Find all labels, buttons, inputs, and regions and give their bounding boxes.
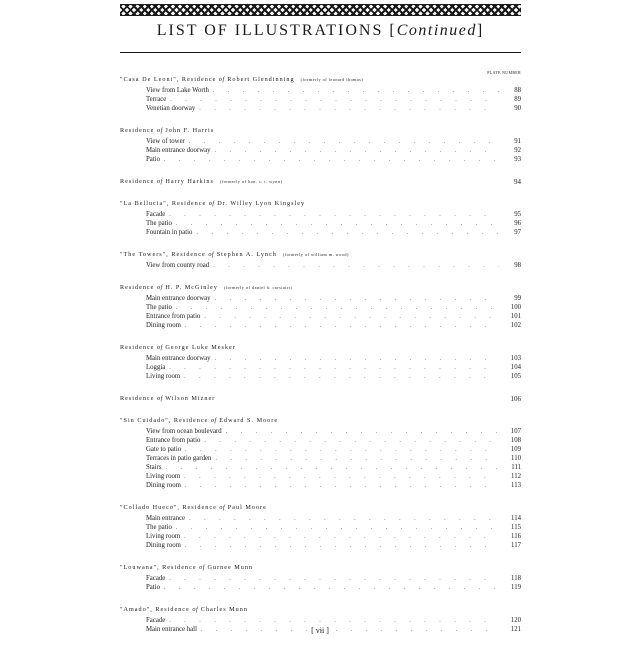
illustration-label: The patio [146, 524, 172, 531]
list-item [120, 312, 521, 321]
residence-entry [120, 251, 521, 270]
residence-of: of [218, 76, 225, 83]
residence-title: "Sin Cuidado", Residence [120, 417, 209, 424]
dot-leader [184, 533, 499, 542]
illustration-label: Dining room [146, 482, 181, 489]
illustration-label: Main entrance [146, 515, 186, 522]
list-item [120, 532, 521, 541]
illustration-label: Main entrance doorway [146, 355, 211, 362]
dot-leader [215, 355, 499, 364]
residence-entry [120, 395, 521, 403]
dot-leader [204, 437, 499, 446]
residence-entry [120, 284, 521, 330]
plate-number: 88 [514, 87, 521, 94]
residence-heading [120, 395, 521, 403]
list-item [120, 454, 521, 463]
plate-number: 116 [511, 533, 521, 540]
illustration-items [120, 210, 521, 237]
residence-heading [120, 344, 521, 352]
title-close-bracket: ] [476, 22, 485, 39]
illustration-label: Fountain in patio [146, 229, 193, 236]
dot-leader [164, 584, 499, 593]
illustration-label: Patio [146, 156, 160, 163]
residence-heading [120, 284, 521, 292]
plate-number: 102 [510, 322, 521, 329]
list-item [120, 472, 521, 481]
residence-title: "The Towers", Residence [120, 251, 206, 258]
dot-leader [185, 482, 499, 491]
illustration-items [120, 574, 521, 592]
list-item [120, 481, 521, 490]
plate-number: 104 [510, 364, 521, 371]
plate-number: 105 [510, 373, 521, 380]
residence-note: (formerly of hon. c. t. wynn) [219, 179, 283, 184]
illustration-label: Main entrance doorway [146, 295, 211, 302]
plate-number: 117 [511, 542, 521, 549]
illustration-label: Venetian doorway [146, 105, 196, 112]
residence-title: Residence [120, 127, 155, 134]
list-item [120, 104, 521, 113]
illustration-items [120, 261, 521, 270]
residence-heading [120, 76, 521, 84]
residence-of: of [219, 504, 226, 511]
plate-number: 118 [511, 575, 521, 582]
illustration-label: The patio [146, 304, 172, 311]
residence-title: "Collado Hueco", Residence [120, 504, 217, 511]
residence-owner: Paul Moore [227, 504, 267, 511]
plate-number: 120 [510, 617, 521, 624]
plate-number: 94 [514, 178, 521, 186]
residence-heading [120, 606, 521, 614]
residence-owner: John F. Harris [165, 127, 215, 134]
residence-entry [120, 76, 521, 113]
list-item [120, 86, 521, 95]
illustration-label: Gate to patio [146, 446, 182, 453]
list-item [120, 541, 521, 550]
dot-leader [176, 220, 499, 229]
residence-entry [120, 200, 521, 237]
residence-owner: Stephen A. Lynch [216, 251, 277, 258]
list-item [120, 436, 521, 445]
residence-title: "Casa De Leoni", Residence [120, 76, 217, 83]
illustration-items [120, 354, 521, 381]
illustration-label: Entrance from patio [146, 313, 201, 320]
illustration-label: View from Lake Worth [146, 87, 209, 94]
dot-leader [215, 147, 499, 156]
illustration-label: View from county road [146, 262, 210, 269]
illustration-list [120, 76, 521, 648]
residence-title: "Amado", Residence [120, 606, 190, 613]
plate-number: 111 [511, 464, 521, 471]
residence-owner: Harry Harkins [165, 178, 214, 185]
dot-leader [199, 105, 499, 114]
residence-of: of [210, 417, 217, 424]
residence-entry [120, 504, 521, 550]
list-item [120, 463, 521, 472]
dot-leader [170, 96, 499, 105]
illustration-items [120, 86, 521, 113]
title-continued: Continued [396, 22, 477, 39]
plate-number: 113 [511, 482, 521, 489]
illustration-label: View of tower [146, 138, 185, 145]
illustration-label: Dining room [146, 322, 181, 329]
residence-of: of [156, 178, 163, 185]
dot-leader [189, 138, 499, 147]
residence-owner: Dr. Willey Lyon Kingsley [217, 200, 306, 207]
illustration-label: Main entrance hall [146, 626, 197, 633]
dot-leader [184, 373, 499, 382]
plate-number: 99 [514, 295, 521, 302]
plate-number-header: PLATE NUMBER [487, 70, 521, 75]
list-item [120, 427, 521, 436]
plate-number: 92 [514, 147, 521, 154]
list-item [120, 155, 521, 164]
dot-leader [213, 87, 499, 96]
dot-leader [164, 156, 499, 165]
dot-leader [189, 515, 499, 524]
list-item [120, 294, 521, 303]
illustration-label: Patio [146, 584, 160, 591]
list-item [120, 321, 521, 330]
dot-leader [176, 524, 499, 533]
page-title [120, 22, 521, 40]
plate-number: 115 [511, 524, 521, 531]
illustration-label: Living room [146, 473, 181, 480]
plate-number: 106 [510, 395, 521, 403]
plate-number: 93 [514, 156, 521, 163]
dot-leader [185, 446, 499, 455]
illustration-label: View from ocean boulevard [146, 428, 222, 435]
residence-entry [120, 127, 521, 164]
list-item [120, 228, 521, 237]
residence-of: of [208, 251, 215, 258]
residence-heading [120, 417, 521, 425]
plate-number: 119 [511, 584, 521, 591]
residence-of: of [156, 344, 163, 351]
dot-leader [213, 262, 499, 271]
illustration-items [120, 294, 521, 330]
illustration-label: Living room [146, 373, 181, 380]
plate-number: 101 [510, 313, 521, 320]
list-item [120, 219, 521, 228]
list-item [120, 445, 521, 454]
illustration-label: Loggia [146, 364, 166, 371]
page-number: [ vii ] [311, 626, 329, 635]
residence-of: of [156, 284, 163, 291]
plate-number: 95 [514, 211, 521, 218]
dot-leader [169, 617, 499, 626]
plate-number: 98 [514, 262, 521, 269]
list-item [120, 95, 521, 104]
residence-entry [120, 344, 521, 381]
residence-heading [120, 564, 521, 572]
residence-entry [120, 564, 521, 592]
residence-title: Residence [120, 284, 155, 291]
residence-title: "La Bellucia", Residence [120, 200, 207, 207]
residence-owner: George Luke Mesker [165, 344, 236, 351]
residence-heading [120, 251, 521, 259]
dot-leader [169, 211, 499, 220]
dot-leader [226, 428, 499, 437]
dot-leader [176, 304, 499, 313]
plate-number: 114 [511, 515, 521, 522]
residence-title: Residence [120, 344, 155, 351]
illustration-label: Dining room [146, 542, 181, 549]
residence-entry [120, 417, 521, 490]
illustration-label: Facade [146, 211, 166, 218]
dot-leader [169, 575, 499, 584]
list-item [120, 146, 521, 155]
list-item [120, 372, 521, 381]
residence-heading [120, 504, 521, 512]
illustration-label: Facade [146, 575, 166, 582]
residence-title: Residence [120, 178, 155, 185]
list-item [120, 363, 521, 372]
residence-title: Residence [120, 395, 155, 402]
residence-entry [120, 178, 521, 186]
residence-heading [120, 127, 521, 135]
residence-owner: Edward S. Moore [219, 417, 279, 424]
illustration-label: Facade [146, 617, 166, 624]
title-rule [120, 52, 521, 53]
plate-number: 110 [511, 455, 521, 462]
illustration-label: Entrance from patio [146, 437, 201, 444]
plate-number: 89 [514, 96, 521, 103]
dot-leader [185, 542, 499, 551]
plate-number: 112 [511, 473, 521, 480]
decorative-border [120, 4, 521, 16]
title-open-bracket: [ [389, 22, 397, 39]
list-item [120, 574, 521, 583]
illustration-items [120, 427, 521, 490]
plate-number: 109 [510, 446, 521, 453]
residence-of: of [192, 606, 199, 613]
list-item [120, 523, 521, 532]
residence-title: "Louwana", Residence [120, 564, 197, 571]
list-item [120, 583, 521, 592]
list-item [120, 616, 521, 625]
illustration-label: Main entrance doorway [146, 147, 211, 154]
residence-owner: H. P. McGinley [165, 284, 218, 291]
residence-of: of [156, 127, 163, 134]
illustration-items [120, 514, 521, 550]
illustration-items [120, 137, 521, 164]
residence-of: of [156, 395, 163, 402]
list-item [120, 354, 521, 363]
residence-note: (formerly of daniel h. carstairs) [223, 285, 293, 290]
dot-leader [215, 455, 499, 464]
residence-owner: Gurnee Munn [207, 564, 254, 571]
residence-heading [120, 178, 521, 186]
plate-number: 97 [514, 229, 521, 236]
plate-number: 91 [514, 138, 521, 145]
plate-number: 107 [510, 428, 521, 435]
title-main: LIST OF ILLUSTRATIONS [156, 22, 384, 39]
list-item [120, 303, 521, 312]
list-item [120, 137, 521, 146]
dot-leader [196, 229, 499, 238]
illustration-label: The patio [146, 220, 172, 227]
illustration-label: Terraces in patio garden [146, 455, 212, 462]
residence-owner: Wilson Mizner [165, 395, 216, 402]
residence-of: of [208, 200, 215, 207]
dot-leader [165, 464, 499, 473]
residence-note: (formerly of leonard thomas) [300, 77, 364, 82]
illustration-label: Living room [146, 533, 181, 540]
list-item [120, 514, 521, 523]
dot-leader [184, 473, 499, 482]
residence-of: of [199, 564, 205, 571]
plate-number: 108 [510, 437, 521, 444]
plate-number: 100 [510, 304, 521, 311]
dot-leader [169, 364, 499, 373]
plate-number: 121 [510, 626, 521, 633]
illustration-label: Terrace [146, 96, 167, 103]
dot-leader [204, 313, 499, 322]
list-item [120, 210, 521, 219]
residence-owner: Charles Munn [200, 606, 248, 613]
residence-heading [120, 200, 521, 208]
dot-leader [215, 295, 499, 304]
plate-number: 103 [510, 355, 521, 362]
plate-number: 96 [514, 220, 521, 227]
list-item [120, 261, 521, 270]
dot-leader [185, 322, 499, 331]
plate-number: 90 [514, 105, 521, 112]
illustration-label: Stairs [146, 464, 162, 471]
residence-owner: Robert Glendinning [227, 76, 295, 83]
residence-note: (formerly of william m. wood) [282, 252, 349, 257]
